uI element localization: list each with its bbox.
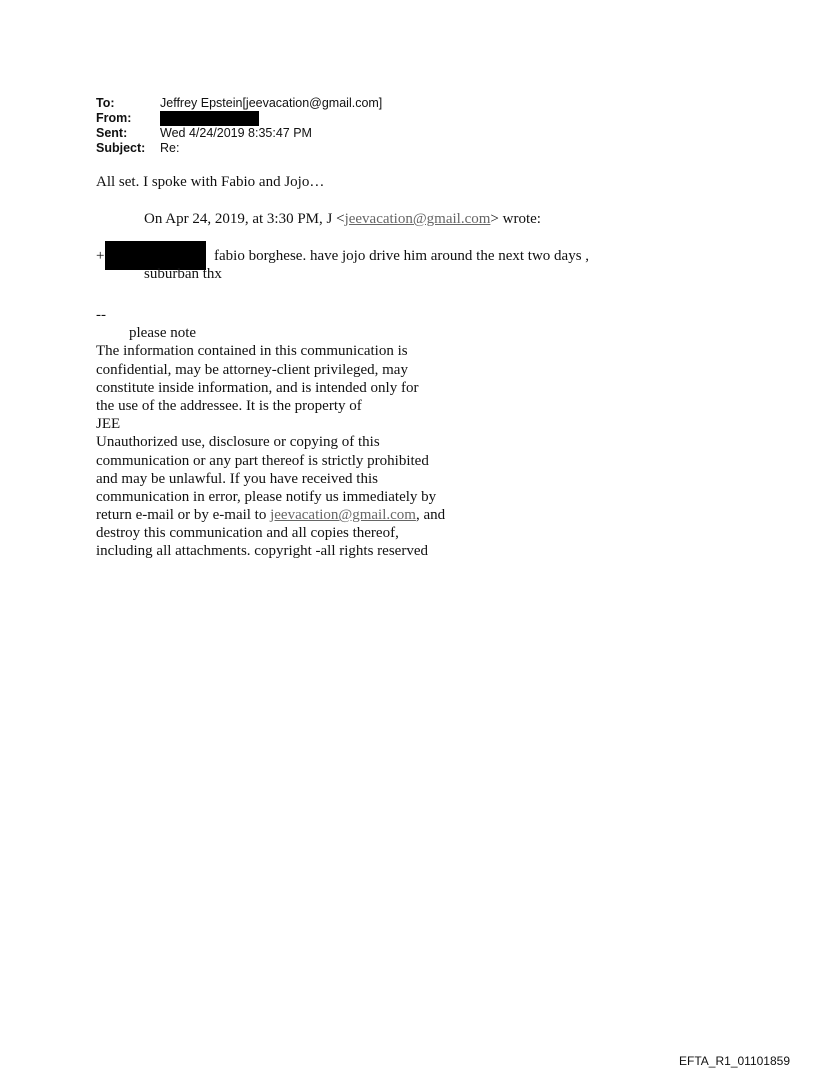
- return-prefix: return e-mail or by e-mail to: [96, 507, 271, 524]
- to-label: To:: [96, 96, 115, 110]
- to-row: [96, 96, 382, 111]
- email-header: [96, 96, 382, 156]
- sent-value: Wed 4/24/2019 8:35:47 PM: [160, 126, 312, 140]
- quoted-line-2: suburban thx: [144, 266, 222, 282]
- disclaimer-line: constitute inside information, and is intended only for: [96, 379, 419, 396]
- disclaimer-line: JEE: [96, 416, 121, 433]
- subject-row: [96, 141, 382, 156]
- to-value: Jeffrey Epstein[jeevacation@gmail.com]: [160, 96, 383, 110]
- quote-email-link[interactable]: jeevacation@gmail.com: [344, 211, 491, 227]
- disclaimer-return-line: [96, 506, 445, 524]
- subject-label: Subject:: [96, 141, 146, 155]
- disclaimer-line: destroy this communication and all copies thereof,: [96, 525, 399, 542]
- sent-label: Sent:: [96, 126, 128, 140]
- quote-suffix: > wrote:: [490, 211, 541, 227]
- sent-row: [96, 126, 382, 141]
- return-suffix: , and: [415, 507, 446, 524]
- disclaimer-line: Unauthorized use, disclosure or copying of this: [96, 434, 380, 451]
- disclaimer-line: The information contained in this communication is: [96, 343, 408, 360]
- quote-attribution: [144, 211, 541, 228]
- disclaimer-line: communication in error, please notify us immediately by: [96, 488, 437, 505]
- signature-dashes: --: [96, 307, 106, 323]
- return-email-link[interactable]: jeevacation@gmail.com: [270, 507, 416, 524]
- reply-line: All set. I spoke with Fabio and Jojo…: [96, 174, 325, 190]
- disclaimer-line: including all attachments. copyright -all rights reserved: [96, 543, 428, 560]
- quote-prefix: On Apr 24, 2019, at 3:30 PM, J <: [144, 211, 345, 227]
- quoted-plus: +: [96, 248, 105, 264]
- disclaimer-line: confidential, may be attorney-client privileged, may: [96, 361, 408, 378]
- subject-value: Re:: [160, 141, 180, 155]
- disclaimer-line: and may be unlawful. If you have received this: [96, 470, 378, 487]
- disclaimer-line: communication or any part thereof is strictly prohibited: [96, 452, 429, 469]
- from-row: [96, 111, 382, 126]
- signature-please-note: please note: [129, 325, 197, 342]
- disclaimer-line: the use of the addressee. It is the property of: [96, 397, 362, 414]
- quoted-line-1: fabio borghese. have jojo drive him around the next two days ,: [214, 248, 590, 264]
- signature-block: [96, 306, 445, 561]
- from-redaction: [160, 111, 259, 126]
- document-id: EFTA_R1_01101859: [679, 1054, 790, 1068]
- from-label: From:: [96, 111, 132, 125]
